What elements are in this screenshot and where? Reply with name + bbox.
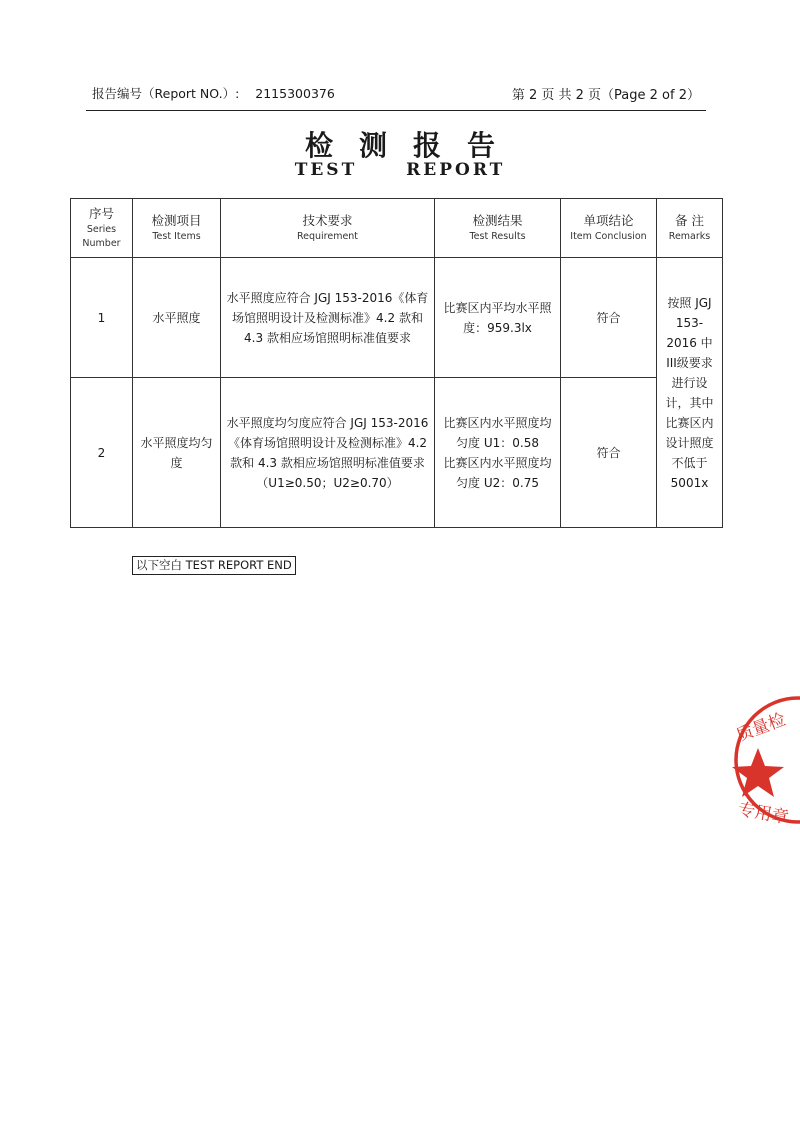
row-conclusion: 符合 (561, 378, 657, 528)
row-test-item: 水平照度 (133, 258, 221, 378)
row-number: 1 (71, 258, 133, 378)
svg-text:质量检: 质量检 (733, 709, 789, 746)
header-remarks: 备 注 Remarks (657, 199, 723, 258)
row-conclusion: 符合 (561, 258, 657, 378)
table-header-row (71, 199, 723, 258)
table-row (71, 258, 723, 378)
row-requirement: 水平照度应符合 JGJ 153-2016《体育场馆照明设计及检测标准》4.2 款和 4.3 款相应场馆照明标准值要求 (221, 258, 435, 378)
report-number-value: 2115300376 (255, 86, 335, 101)
table-row (71, 378, 723, 528)
results-table (70, 198, 723, 528)
page-indicator: 第 2 页 共 2 页（Page 2 of 2） (511, 88, 700, 103)
row-test-item: 水平照度均匀度 (133, 378, 221, 528)
row-requirement: 水平照度均匀度应符合 JGJ 153-2016 《体育场馆照明设计及检测标准》4.2 款和 4.3 款相应场馆照明标准值要求（U1≥0.50；U2≥0.70） (221, 378, 435, 528)
row-result-u1: 比赛区内水平照度均匀度 U1：0.58 (443, 415, 552, 450)
header-test-results: 检测结果 Test Results (435, 199, 561, 258)
header-series-number: 序号 Series Number (71, 199, 133, 258)
row-result (435, 378, 561, 528)
header-rule (86, 110, 706, 111)
report-number (92, 84, 335, 102)
row-number: 2 (71, 378, 133, 528)
report-title-cn: 检测报告 (304, 129, 521, 162)
report-number-label: 报告编号（Report NO.）: (92, 86, 240, 101)
remarks-cell: 按照 JGJ 153-2016 中III级要求进行设计，其中比赛区内设计照度不低于 5001x (657, 258, 723, 528)
official-seal-stamp (728, 690, 800, 830)
header-test-items: 检测项目 Test Items (133, 199, 221, 258)
row-result-u2: 比赛区内水平照度均匀度 U2：0.75 (443, 455, 552, 490)
header-item-conclusion: 单项结论 Item Conclusion (561, 199, 657, 258)
report-header (86, 80, 706, 104)
report-title-en: TEST REPORT (294, 160, 506, 180)
row-result: 比赛区内平均水平照度：959.3lx (435, 258, 561, 378)
end-of-report-note: 以下空白 TEST REPORT END (132, 556, 296, 575)
svg-text:专用章: 专用章 (736, 799, 791, 829)
header-requirement: 技术要求 Requirement (221, 199, 435, 258)
